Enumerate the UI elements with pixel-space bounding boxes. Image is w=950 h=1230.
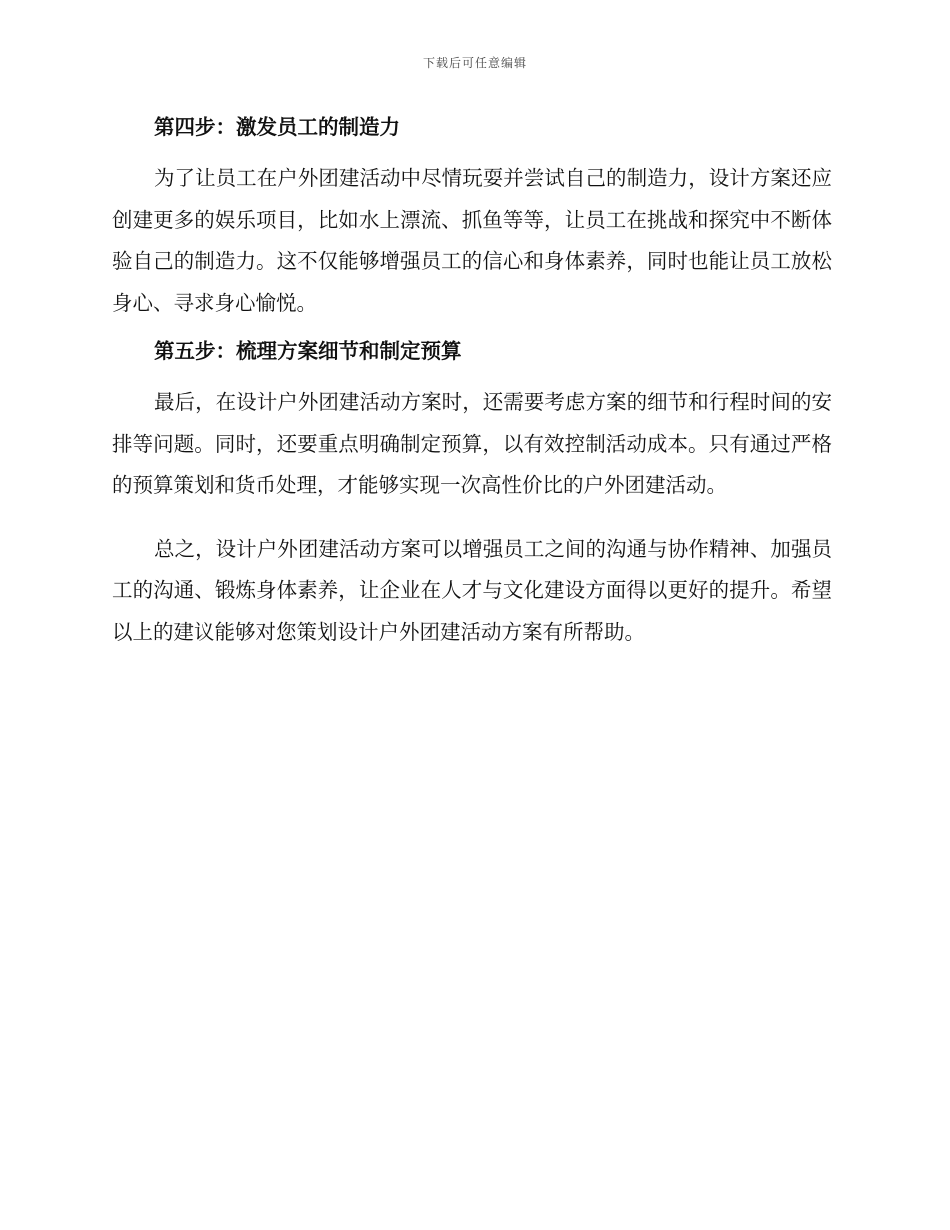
conclusion-paragraph: 总之，设计户外团建活动方案可以增强员工之间的沟通与协作精神、加强员工的沟通、锻炼身体素养，让企业在人才与文化建设方面得以更好的提升。希望以上的建议能够对您策划设计户外团建活动方案有所帮助。	[112, 536, 832, 644]
document-body	[112, 110, 832, 653]
section-paragraph-step-four: 为了让员工在户外团建活动中尽情玩耍并尝试自己的制造力，设计方案还应创建更多的娱乐项目，比如水上漂流、抓鱼等等，让员工在挑战和探究中不断体验自己的制造力。这不仅能够增强员工的信心和身体素养，同时也能让员工放松身心、寻求身心愉悦。	[112, 166, 832, 315]
section-heading-step-four: 第四步：激发员工的制造力	[154, 115, 400, 139]
page-header-note: 下载后可任意编辑	[422, 56, 527, 70]
section-heading-step-five: 第五步：梳理方案细节和制定预算	[154, 339, 462, 363]
section-paragraph-step-five: 最后，在设计户外团建活动方案时，还需要考虑方案的细节和行程时间的安排等问题。同时，还要重点明确制定预算，以有效控制活动成本。只有通过严格的预算策划和货币处理，才能够实现一次高性价比的户外团建活动。	[112, 390, 832, 497]
